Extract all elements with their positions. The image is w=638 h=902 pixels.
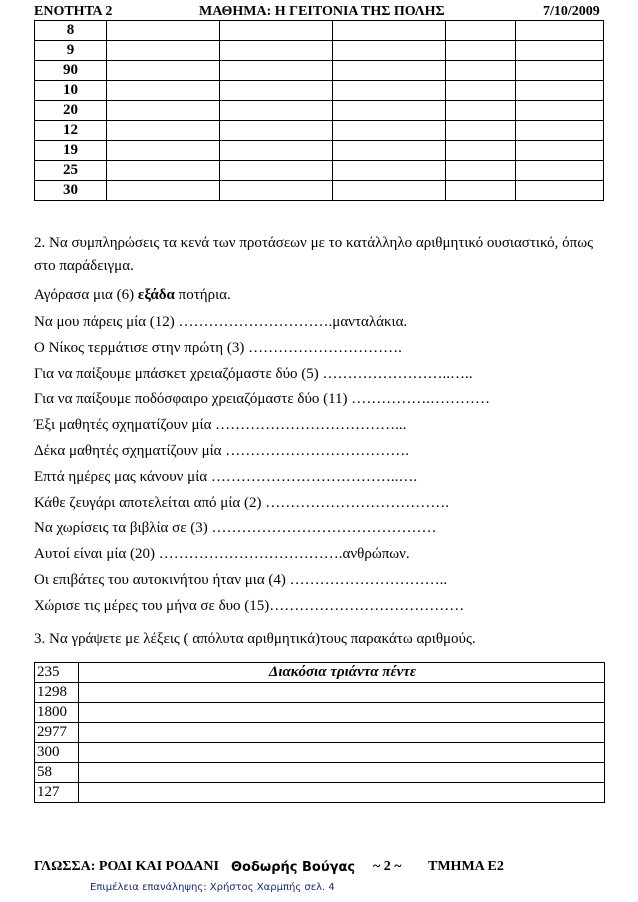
number-words-row [35,683,605,703]
footer-page-number: ~ 2 ~ [373,859,402,874]
blank-cell[interactable] [107,21,220,41]
blank-cell[interactable] [516,121,604,141]
words-answer-cell[interactable] [79,763,605,783]
words-answer-cell[interactable]: Διακόσια τριάντα πέντε [79,663,605,683]
words-answer-cell[interactable] [79,743,605,763]
blank-cell[interactable] [516,141,604,161]
blank-cell[interactable] [446,81,516,101]
words-answer-cell[interactable] [79,703,605,723]
number-cell: 30 [35,181,107,201]
blank-cell[interactable] [333,181,446,201]
number-cell: 12 [35,121,107,141]
blank-cell[interactable] [107,121,220,141]
sentence-line: Επτά ημέρες μας κάνουν μία ………………………………..…. [34,468,418,485]
header-unit: ΕΝΟΤΗΤΑ 2 [34,4,113,19]
blank-cell[interactable] [446,21,516,41]
words-answer-cell[interactable] [79,683,605,703]
number-words-row [35,703,605,723]
blank-cell[interactable] [446,181,516,201]
sentence-line: Έξι μαθητές σχηματίζουν μία ………………………………... [34,417,407,434]
number-cell: 8 [35,21,107,41]
blank-cell[interactable] [333,21,446,41]
footer-class: ΤΜΗΜΑ Ε2 [428,859,504,874]
example-prefix: Αγόρασα μια (6) [34,287,138,303]
exercise2-instruction: 2. Να συμπληρώσεις τα κενά των προτάσεων με το κατάλληλο αριθμητικό ουσιαστικό, όπως στο παράδειγμα. [34,235,594,274]
numbers-table-row [35,121,604,141]
exercise3-instruction: 3. Να γράψετε με λέξεις ( απόλυτα αριθμητικά)τους παρακάτω αριθμούς. [34,631,476,647]
blank-cell[interactable] [516,21,604,41]
words-answer-cell[interactable] [79,783,605,803]
blank-cell[interactable] [220,161,333,181]
sentence-line: Οι επιβάτες του αυτοκινήτου ήταν μια (4) ………………………….. [34,572,448,588]
number-words-row [35,763,605,783]
numbers-table-row [35,81,604,101]
blank-cell[interactable] [516,181,604,201]
number-words-table [34,662,605,803]
blank-cell[interactable] [333,81,446,101]
blank-cell[interactable] [220,141,333,161]
blank-cell[interactable] [107,41,220,61]
footer-book-title: ΓΛΩΣΣΑ: ΡΟΔΙ ΚΑΙ ΡΟΔΑΝΙ [34,859,219,874]
blank-cell[interactable] [333,101,446,121]
numbers-table-row [35,141,604,161]
blank-cell[interactable] [516,161,604,181]
blank-cell[interactable] [220,21,333,41]
blank-cell[interactable] [107,141,220,161]
numbers-table-row [35,41,604,61]
sentence-line: Δέκα μαθητές σχηματίζουν μία ………………………………. [34,443,410,459]
example-answer: εξάδα [137,287,175,303]
sentence-line: Κάθε ζευγάρι αποτελείται από μία (2) ………………………………. [34,494,449,511]
number-words-row [35,783,605,803]
number-cell: 9 [35,41,107,61]
number-value: 127 [35,783,79,803]
number-cell: 10 [35,81,107,101]
blank-cell[interactable] [333,161,446,181]
blank-cell[interactable] [516,81,604,101]
numbers-table-row [35,181,604,201]
exercise2-example [34,284,231,307]
blank-cell[interactable] [107,61,220,81]
number-words-row [35,723,605,743]
blank-cell[interactable] [333,121,446,141]
blank-cell[interactable] [446,121,516,141]
sentence-line: Ο Νίκος τερμάτισε στην πρώτη (3) …………………………. [34,339,402,356]
header-date: 7/10/2009 [543,4,600,19]
number-cell: 19 [35,141,107,161]
blank-cell[interactable] [333,61,446,81]
number-cell: 25 [35,161,107,181]
blank-cell[interactable] [446,41,516,61]
sentence-line: Για να παίξουμε μπάσκετ χρειαζόμαστε δύο (5) ……………………..….. [34,365,473,382]
number-value: 1298 [35,683,79,703]
number-cell: 90 [35,61,107,81]
blank-cell[interactable] [516,61,604,81]
blank-cell[interactable] [107,181,220,201]
number-words-row [35,663,605,683]
sentence-line: Να χωρίσεις τα βιβλία σε (3) ……………………………………… [34,520,437,537]
blank-cell[interactable] [107,101,220,121]
number-value: 300 [35,743,79,763]
number-value: 235 [35,663,79,683]
sentence-line: Χώρισε τις μέρες του μήνα σε δυο (15)………………………………… [34,597,465,614]
blank-cell[interactable] [220,121,333,141]
blank-cell[interactable] [446,161,516,181]
blank-cell[interactable] [446,101,516,121]
numbers-table-row [35,61,604,81]
blank-cell[interactable] [220,61,333,81]
blank-cell[interactable] [220,181,333,201]
blank-cell[interactable] [333,41,446,61]
blank-cell[interactable] [516,41,604,61]
footer-author: Θοδωρής Βούγας [231,860,356,875]
example-suffix: ποτήρια. [174,287,231,303]
numbers-table-row [35,101,604,121]
sentence-line: Να μου πάρεις μία (12) ………………………….μανταλάκια. [34,314,408,330]
blank-cell[interactable] [516,101,604,121]
number-value: 58 [35,763,79,783]
sentence-line: Αυτοί είναι μία (20) ……………………………….ανθρώπων. [34,546,410,563]
blank-cell[interactable] [446,61,516,81]
blank-cell[interactable] [333,141,446,161]
blank-cell[interactable] [220,101,333,121]
words-answer-cell[interactable] [79,723,605,743]
sentence-line: Για να παίξουμε ποδόσφαιρο χρειαζόμαστε δύο (11) …………….………… [34,391,491,408]
blank-cell[interactable] [446,141,516,161]
number-value: 1800 [35,703,79,723]
blank-cell[interactable] [220,41,333,61]
numbers-table-row [35,161,604,181]
footer-note: Επιμέλεια επανάληψης: Χρήστος Χαρμπής σελ. 4 [90,882,335,893]
header-lesson: ΜΑΘΗΜΑ: Η ΓΕΙΤΟΝΙΑ ΤΗΣ ΠΟΛΗΣ [199,4,445,19]
blank-cell[interactable] [107,81,220,101]
number-value: 2977 [35,723,79,743]
blank-cell[interactable] [107,161,220,181]
blank-cell[interactable] [220,81,333,101]
numbers-table-row [35,21,604,41]
number-cell: 20 [35,101,107,121]
number-words-row [35,743,605,763]
numbers-table [34,20,604,201]
